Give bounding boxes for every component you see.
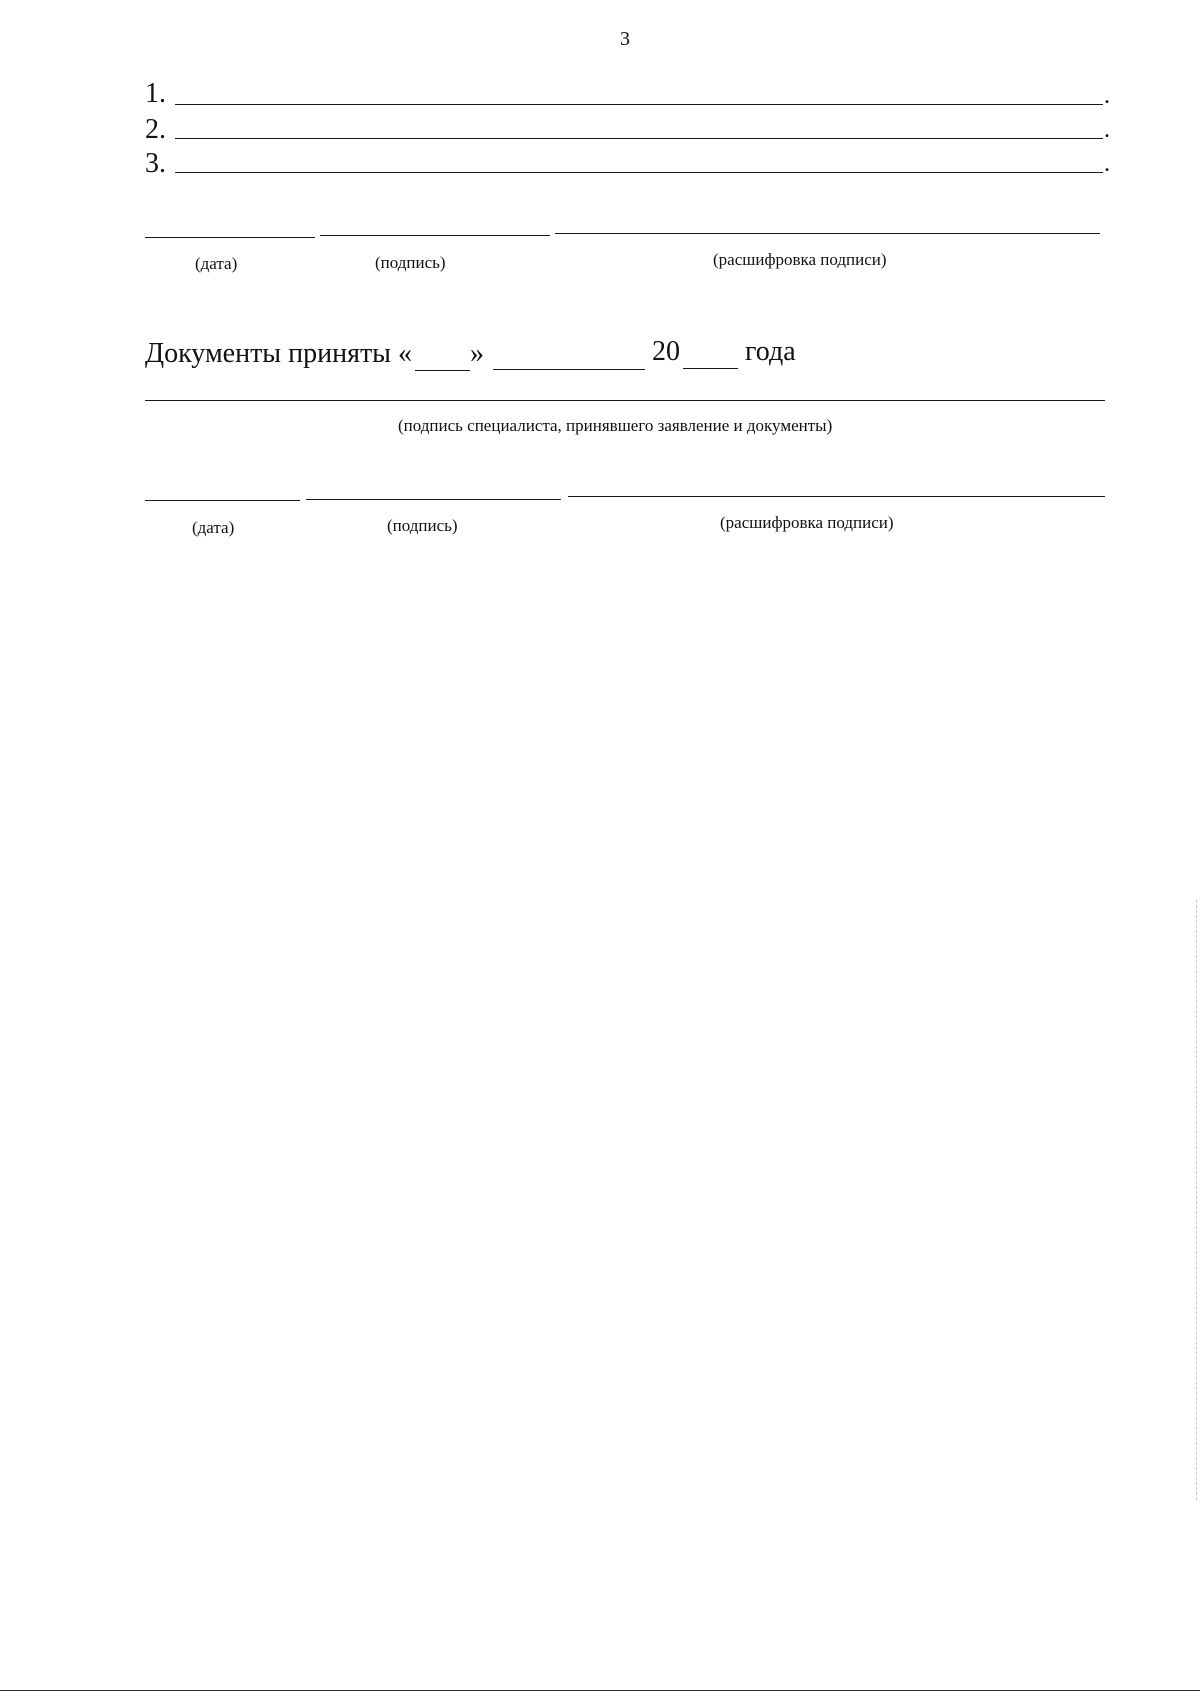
list-item-number: 3. [145,148,166,179]
list-item-end: . [1104,83,1110,109]
signature-line [320,235,550,236]
list-item-blank-line [175,172,1103,173]
signature-caption: (подпись) [375,253,446,272]
day-blank [415,370,470,371]
date-caption: (дата) [195,254,238,273]
acceptance-suffix: года [745,336,796,367]
list-item-end: . [1104,151,1110,177]
date-line [145,237,315,238]
signature-caption: (подпись) [387,516,458,535]
year-blank [683,368,738,369]
date-caption: (дата) [192,518,235,537]
specialist-caption: (подпись специалиста, принявшего заявление и документы) [398,416,833,435]
month-blank [493,369,645,370]
list-item-number: 1. [145,78,166,109]
acceptance-prefix: Документы приняты « [145,338,412,369]
year-prefix: 20 [652,336,680,367]
decoding-caption: (расшифровка подписи) [713,250,887,269]
acceptance-quote-close: » [470,338,484,369]
date-line [145,500,300,501]
page-bottom-edge [0,1690,1200,1691]
list-item-blank-line [175,104,1103,105]
list-item-number: 2. [145,114,166,145]
decoding-line [555,233,1100,234]
list-item-end: . [1104,117,1110,143]
page-number: 3 [620,28,630,50]
signature-line [306,499,561,500]
list-item-blank-line [175,138,1103,139]
scan-edge-mark [1196,900,1197,1500]
decoding-line [568,496,1105,497]
specialist-signature-line [145,400,1105,401]
decoding-caption: (расшифровка подписи) [720,513,894,532]
